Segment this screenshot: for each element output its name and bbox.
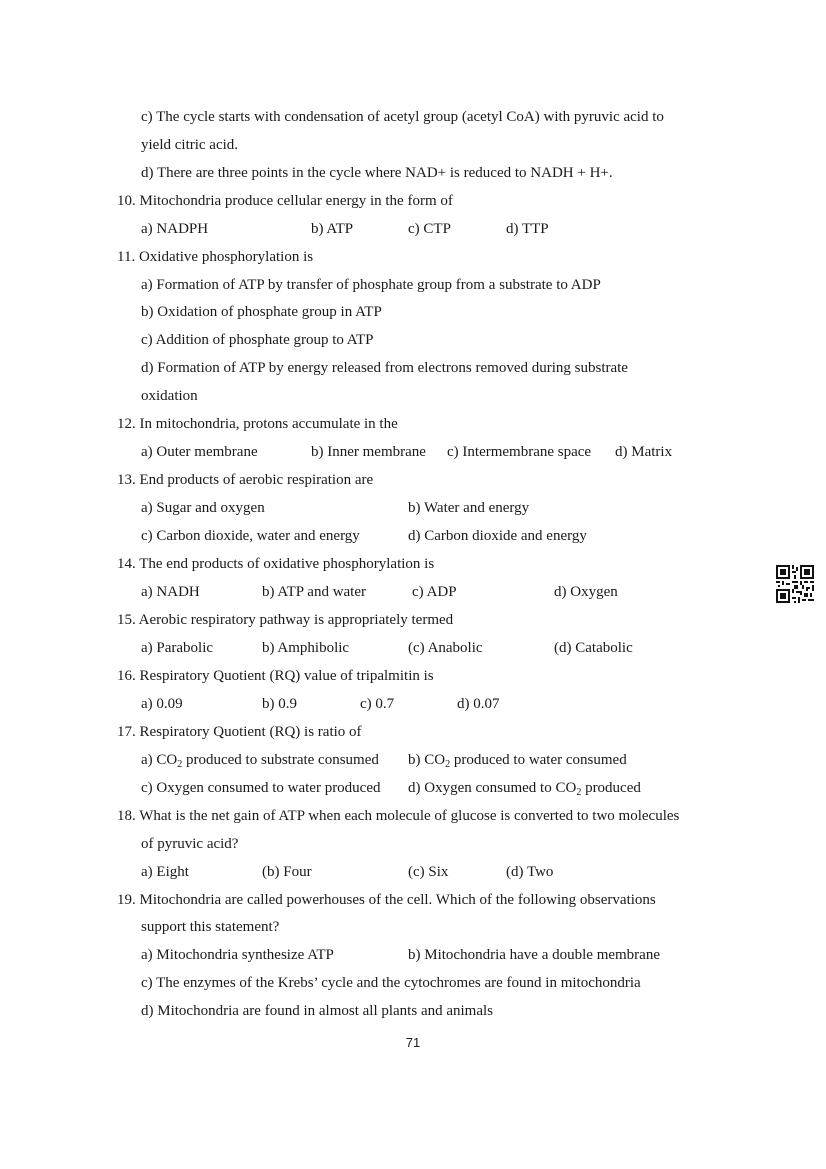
q16-option-a: a) 0.09 xyxy=(141,696,183,712)
q19-stem: 19. Mitochondria are called powerhouses of the cell. Which of the following observations xyxy=(117,892,656,908)
qr-code-icon xyxy=(776,565,814,603)
q18-stem-cont: of pyruvic acid? xyxy=(141,836,239,852)
q15-stem: 15. Aerobic respiratory pathway is appropriately termed xyxy=(117,612,454,628)
q18-option-d: (d) Two xyxy=(506,864,554,880)
q9-option-c: c) The cycle starts with condensation of acetyl group (acetyl CoA) with pyruvic acid to xyxy=(141,109,664,125)
q14-option-a: a) NADH xyxy=(141,584,200,600)
q14-option-b: b) ATP and water xyxy=(262,584,367,600)
q17-option-c: c) Oxygen consumed to water produced xyxy=(141,780,381,796)
q16-option-d: d) 0.07 xyxy=(457,696,500,712)
q15-option-a: a) Parabolic xyxy=(141,640,214,656)
q18-stem: 18. What is the net gain of ATP when each molecule of glucose is converted to two molecules xyxy=(117,808,680,824)
q10-option-d: d) TTP xyxy=(506,221,549,237)
q17-option-a: a) $CO_2$ produced to substrate consumed xyxy=(141,752,379,770)
q12-option-c: c) Intermembrane space xyxy=(447,444,592,460)
q11-option-a: a) Formation of ATP by transfer of phosphate group from a substrate to ADP xyxy=(141,277,601,293)
q12-option-d: d) Matrix xyxy=(615,444,673,460)
q13-option-c: c) Carbon dioxide, water and energy xyxy=(141,528,360,544)
q11-option-b: b) Oxidation of phosphate group in ATP xyxy=(141,304,382,320)
q18-option-c: (c) Six xyxy=(408,864,449,880)
q12-option-b: b) Inner membrane xyxy=(311,444,426,460)
q13-stem: 13. End products of aerobic respiration are xyxy=(117,472,374,488)
q16-option-b: b) 0.9 xyxy=(262,696,297,712)
q11-option-d-cont: oxidation xyxy=(141,388,198,404)
q14-stem: 14. The end products of oxidative phosphorylation is xyxy=(117,556,435,572)
q15-option-d: (d) Catabolic xyxy=(554,640,633,656)
q18-option-b: (b) Four xyxy=(262,864,312,880)
q10-stem: 10. Mitochondria produce cellular energy in the form of xyxy=(117,193,453,209)
q13-option-d: d) Carbon dioxide and energy xyxy=(408,528,587,544)
q9-option-d: d) There are three points in the cycle where NAD+ is reduced to NADH + H+. xyxy=(141,165,613,181)
q17-option-d: d) Oxygen consumed to $CO_2$ produced xyxy=(408,780,641,798)
q19-option-d: d) Mitochondria are found in almost all plants and animals xyxy=(141,1003,494,1019)
q10-option-a: a) NADPH xyxy=(141,221,209,237)
q10-option-c: c) CTP xyxy=(408,221,451,237)
q13-option-a: a) Sugar and oxygen xyxy=(141,500,265,516)
page-number: 71 xyxy=(405,1035,421,1050)
q10-option-b: b) ATP xyxy=(311,221,354,237)
q9-option-c-cont: yield citric acid. xyxy=(141,137,239,153)
q14-option-d: d) Oxygen xyxy=(554,584,618,600)
q17-stem: 17. Respiratory Quotient (RQ) is ratio of xyxy=(117,724,362,740)
q13-option-b: b) Water and energy xyxy=(408,500,530,516)
q19-option-b: b) Mitochondria have a double membrane xyxy=(408,947,660,963)
q19-option-a: a) Mitochondria synthesize ATP xyxy=(141,947,334,963)
q17-option-b: b) $CO_2$ produced to water consumed xyxy=(408,752,627,770)
q15-option-c: (c) Anabolic xyxy=(408,640,483,656)
q12-stem: 12. In mitochondria, protons accumulate in the xyxy=(117,416,398,432)
q11-option-c: c) Addition of phosphate group to ATP xyxy=(141,332,374,348)
q11-stem: 11. Oxidative phosphorylation is xyxy=(117,249,314,265)
q15-option-b: b) Amphibolic xyxy=(262,640,350,656)
q19-stem-cont: support this statement? xyxy=(141,919,280,935)
q16-option-c: c) 0.7 xyxy=(360,696,395,712)
q19-option-c: c) The enzymes of the Krebs’ cycle and the cytochromes are found in mitochondria xyxy=(141,975,641,991)
q14-option-c: c) ADP xyxy=(412,584,457,600)
q16-stem: 16. Respiratory Quotient (RQ) value of tripalmitin is xyxy=(117,668,434,684)
q12-option-a: a) Outer membrane xyxy=(141,444,258,460)
q11-option-d: d) Formation of ATP by energy released from electrons removed during substrate xyxy=(141,360,628,376)
q18-option-a: a) Eight xyxy=(141,864,189,880)
